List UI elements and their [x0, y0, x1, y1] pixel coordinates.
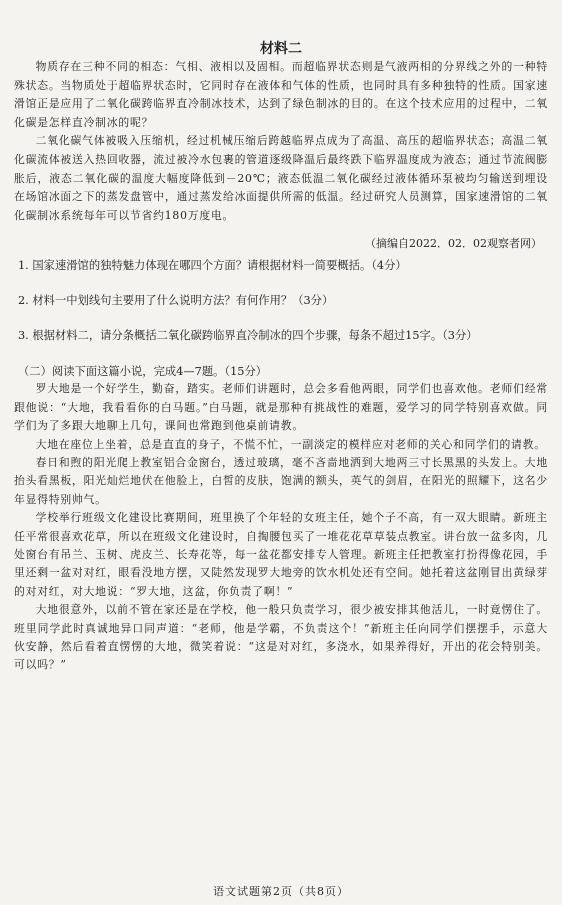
source-citation: （摘编自2022．02．02观察者网）: [365, 237, 542, 251]
material-paragraph-1: 物质存在三种不同的相态：气相、液相以及固相。而超临界状态则是气液两相的分界线之外的一种特殊状态。当物质处于超临界状态时，它同时存在液体和气体的性质，也同时具有多种独特的性质。国家速滑馆正是应用了二氧化碳跨临界直冷制冰技术，达到了绿色制冰的目的。在这个技术应用的过程中，二氧化碳是怎样直冷制冰的呢？: [14, 60, 548, 129]
story-paragraph-4: 学校举行班级文化建设比赛期间，班里换了个年轻的女班主任，她个子不高，有一双大眼睛。新班主任平常很喜欢花草，所以在班级文化建设时，自掏腰包买了一堆花花草草装点教室。讲台放一盆多肉，几处窗台有吊兰、玉树、虎皮兰、长寿花等，每一盆花都安排专人管理。新班主任把教室打扮得像花园，手里还剩一盆对对红，眼看没地方摆，又陡然发现罗大地旁的饮水机处还有空间。她托着这盆刚冒出黄绿芽的对对红，对大地说：“罗大地，这盆，你负责了啊！”: [14, 511, 548, 598]
section-heading: （二）阅读下面这篇小说，完成4—7题。（15分）: [18, 365, 268, 379]
question-1: 1. 国家速滑馆的独特魅力体现在哪四个方面？请根据材料一简要概括。（4分）: [18, 259, 407, 273]
exam-page: [0, 40, 562, 905]
material-paragraph-2: 二氧化碳气体被吸入压缩机，经过机械压缩后跨越临界点成为了高温、高压的超临界状态；高温二氧化碳流体被送入热回收器，流过被冷水包裹的管道逐级降温后最终跌下临界温度成为液态；通过节流阀膨胀后，液态二氧化碳的温度大幅度降低到－20℃；液态低温二氧化碳经过液体循环泵被均匀输送到埋设在场馆冰面之下的蒸发盘管中，通过蒸发给冰面提供所需的低温。经过研究人员测算，国家速滑馆的二氧化碳制冰系统每年可以节省约180万度电。: [14, 134, 548, 222]
story-paragraph-3: 春日和煦的阳光爬上教室铝合金窗台，透过玻璃，毫不吝啬地洒到大地两三寸长黑黑的头发上。大地抬头看黑板，阳光灿烂地伏在他脸上，白皙的皮肤，饱满的额头，英气的剑眉，在阳光的照耀下，这名少年显得特别帅气。: [14, 455, 548, 506]
material-body: [14, 58, 548, 225]
story-paragraph-1: 罗大地是一个好学生，勤奋，踏实。老师们讲题时，总会多看他两眼，同学们也喜欢他。老师们经常跟他说：“大地，我看看你的白马题。”白马题，就是那种有挑战性的难题，爱学习的同学特别喜欢做。同学们为了多跟大地聊上几句，课间也常跑到他桌前请教。: [14, 382, 548, 433]
story-text: [14, 380, 548, 675]
story-paragraph-2: 大地在座位上坐着，总是直直的身子，不慌不忙，一副淡定的模样应对老师的关心和同学们的请教。: [35, 437, 546, 451]
story-paragraph-5: 大地很意外，以前不管在家还是在学校，他一般只负责学习，很少被安排其他活儿，一时竟愣住了。班里同学此时真诚地异口同声道：“老师，他是学霸，不负责这个！”新班主任向同学们摆摆手，示意大伙安静，然后看着直愣愣的大地，微笑着说：“这是对对红，多浇水，如果养得好，开出的花会特别美。可以吗？”: [14, 603, 548, 672]
question-2: 2. 材料一中划线句主要用了什么说明方法？有何作用？（3分）: [18, 294, 334, 308]
question-3: 3. 根据材料二，请分条概括二氧化碳跨临界直冷制冰的四个步骤，每条不超过15字。（3分）: [18, 329, 478, 343]
material-title: 材料二: [260, 41, 302, 57]
page-footer: 语文试题第2页（共8页）: [213, 885, 349, 898]
question-list: [14, 258, 548, 344]
